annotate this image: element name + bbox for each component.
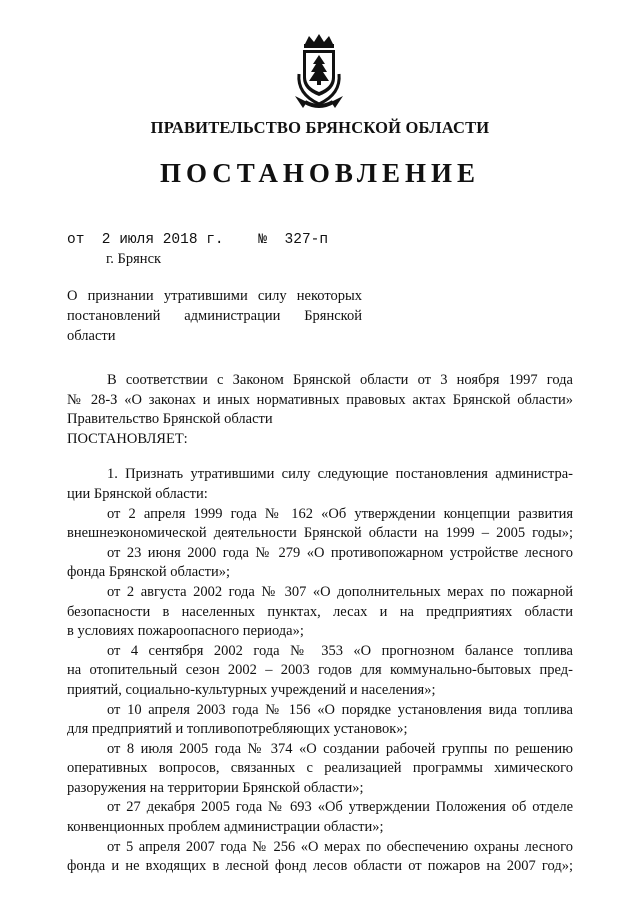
body-line: оперативных вопросов, связанных с реализацией программы химического <box>67 760 573 777</box>
body-line: конвенционных проблем администрации области»; <box>67 819 384 836</box>
body-line: для предприятий и топливопотребляющих установок»; <box>67 721 408 738</box>
body-line: безопасности в населенных пунктах, лесах и на предприятиях области <box>67 603 573 620</box>
body-line: от 8 июля 2005 года № 374 «О создании рабочей группы по решению <box>107 740 573 757</box>
body-line: фонда и не входящих в лесной фонд лесов области от пожаров на 2007 год»; <box>67 858 573 875</box>
body-line: внешнеэкономической деятельности Брянской области на 1999 – 2005 годы»; <box>67 525 573 542</box>
subject-block <box>67 286 362 346</box>
body-line: приятий, социально-культурных учреждений и населения»; <box>67 681 436 698</box>
document-title: ПОСТАНОВЛЕНИЕ <box>159 158 481 188</box>
body-line: В соответствии с Законом Брянской области от 3 ноября 1997 года <box>107 372 573 388</box>
subject-line: постановлений администрации Брянской <box>67 308 362 324</box>
body-line: от 23 июня 2000 года № 279 «О противопожарном устройстве лесного <box>107 544 573 561</box>
resolves-heading: ПОСТАНОВЛЯЕТ: <box>67 430 188 447</box>
body-line: разоружения на территории Брянской области»; <box>67 779 364 796</box>
date-number-line: от 2 июля 2018 г. № 327-п <box>67 232 329 248</box>
body-line: от 2 августа 2002 года № 307 «О дополнительных мерах по пожарной <box>107 583 573 600</box>
document-body <box>67 371 573 877</box>
organization-name: ПРАВИТЕЛЬСТВО БРЯНСКОЙ ОБЛАСТИ <box>150 118 490 137</box>
body-line: в условиях пожароопасного периода»; <box>67 623 304 640</box>
body-line: от 10 апреля 2003 года № 156 «О порядке установления вида топлива <box>107 701 573 718</box>
body-line: от 5 апреля 2007 года № 256 «О мерах по обеспечению охраны лесного <box>107 838 573 855</box>
subject-line: О признании утратившими силу некоторых <box>67 288 362 304</box>
body-line: на отопительный сезон 2002 – 2003 годов для коммунально-бытовых пред- <box>67 662 573 679</box>
paragraph-gap <box>67 449 573 465</box>
body-line: от 4 сентября 2002 года № 353 «О прогнозном балансе топлива <box>107 642 573 659</box>
body-line: ции Брянской области: <box>67 485 208 502</box>
body-line: Правительство Брянской области <box>67 411 273 428</box>
body-line: 1. Признать утратившими силу следующие постановления администра- <box>107 466 573 483</box>
body-line: от 2 апреля 1999 года № 162 «Об утверждении концепции развития <box>107 505 573 522</box>
body-line: № 28-З «О законах и иных нормативных правовых актах Брянской области» <box>67 391 573 408</box>
subject-line: области <box>67 328 116 344</box>
body-line: фонда Брянской области»; <box>67 564 230 581</box>
body-line: от 27 декабря 2005 года № 693 «Об утверждении Положения об отделе <box>107 799 573 816</box>
city: г. Брянск <box>106 251 162 267</box>
coat-of-arms-icon <box>289 34 349 112</box>
